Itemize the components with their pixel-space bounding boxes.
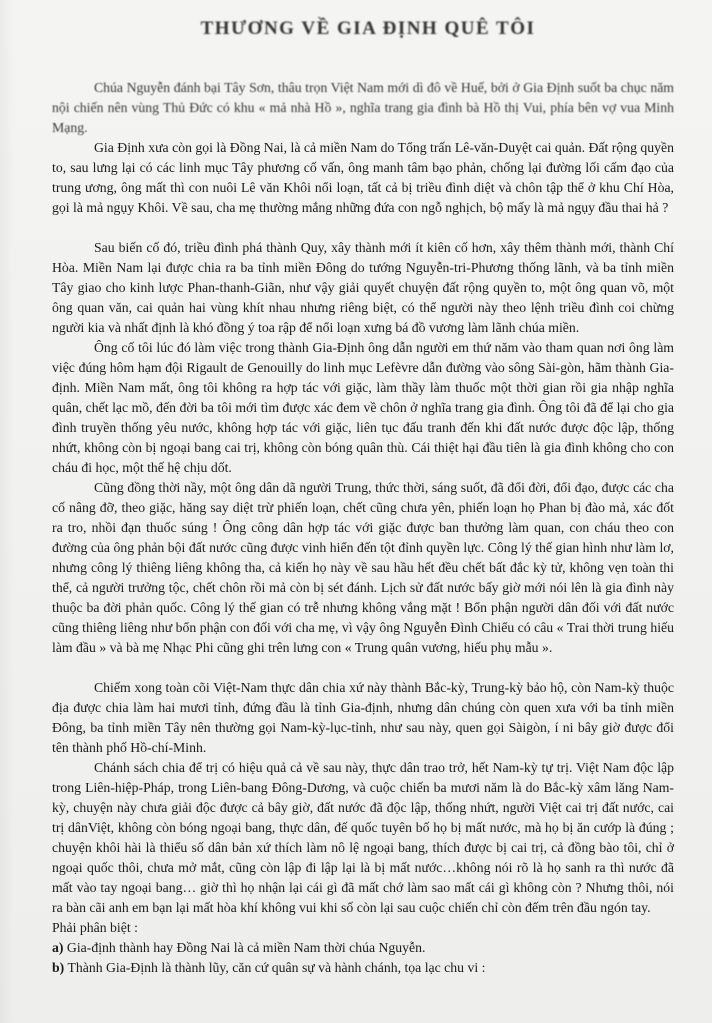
list-text: Thành Gia-Định là thành lũy, căn cứ quân sự và hành chánh, tọa lạc chu vi : <box>67 960 486 975</box>
paragraph-2: Gia Định xưa còn gọi là Đồng Nai, là cả miền Nam do Tổng trấn Lê-văn-Duyệt cai quản. Đất rộng quyền to, sau lưng lại có các linh mục Tây phương cố vấn, ông manh tâm bạo phản, chống lại đường lối cấm đạo của trung ương, ông mất thì con nuôi Lê văn Khôi nổi loạn, tất cả bị triều đình diệt và chôn tập thể ở khu Chí Hòa, gọi là mả ngụy Khôi. Về sau, cha mẹ thường mắng những đứa con ngỗ nghịch, bộ mấy là mả ngụy đầu thai hả ? <box>52 140 674 215</box>
paragraph-gap <box>52 218 674 238</box>
list-label: a) <box>52 940 64 955</box>
paragraph-1: Chúa Nguyễn đánh bại Tây Sơn, thâu trọn Việt Nam mới dì đô về Huế, bởi ở Gia Định suốt ba chục năm nội chiến nên vùng Thủ Đức có khu « mả nhà Hồ », nghĩa trang gia đình bà Hồ thị Vui, phía bên vợ vua Minh Mạng. <box>52 80 674 135</box>
list-label: b) <box>52 960 65 975</box>
paragraph-6: Chiếm xong toàn cõi Việt-Nam thực dân chia xứ này thành Bắc-kỳ, Trung-kỳ bảo hộ, còn Nam-kỳ thuộc địa được chia làm hai mươi tỉnh, đứng đầu là tỉnh Gia-định, nhưng dân chúng còn quen xưa với ba tỉnh miền Đông, ba tỉnh miền Tây nên thường gọi Nam-kỳ-lục-tỉnh, như sau này, quen gọi Sàigòn, í ni bây giờ được đổi tên thành phố Hồ-chí-Minh. <box>52 680 674 755</box>
paragraph-7: Chánh sách chia để trị có hiệu quả cả về sau này, thực dân trao trở, hết Nam-kỳ tự trị. Việt Nam độc lập trong Liên-hiệp-Pháp, trong Liên-bang Đông-Dương, và cuộc chiến ba mươi năm là do Bắc-kỳ xâm lăng Nam-kỳ, chuyện này chưa giải độc được cả bây giờ, đất nước đã độc lập, thống nhứt, người Việt cai trị đất nước, cai trị dânViệt, không còn bóng ngoại bang, thực dân, đế quốc tuyên bố họ bị mất nước, mà họ bị ăn cướp là đúng ; chuyện khôi hài là thiểu số dân bản xứ thích làm nô lệ ngoại bang, thích được bị cai trị, cả đồng bào tôi, chỉ ở ngoại quốc thôi, chưa mở mắt, cũng còn lập đi lập lại là bị mất nước…không nói rõ là họ sanh ra thì nước đã mất vào tay ngoại bang… giờ thì họ nhận lại cái gì đã mất chớ làm sao mất cái gì không còn ? Nhưng thôi, nói ra bàn cãi anh em bạn lại mất hòa khí không vui khi số còn lại sau cuộc chiến chỉ còn đếm trên đầu ngón tay. <box>52 760 674 915</box>
paragraph-4: Ông cố tôi lúc đó làm việc trong thành Gia-Định ông dẫn người em thứ năm vào tham quan nơi ông làm việc đúng hôm hạm đội Rigault de Genouilly do linh mục Lefèvre dẫn đường vào sông Sài-gòn, hãm thành Gia-định. Miền Nam mất, ông tôi không ra hợp tác với giặc, làm thầy làm thuốc một thời gian rồi gia nhập nghĩa quân, chết lạc mồ, đến đời ba tôi mới tìm được xác đem về chôn ở nghĩa trang gia đình. Ông tôi đã để lại cho gia đình truyền thống yêu nước, không hợp tác với giặc, liên tục đấu tranh đến khi đất nước được độc lập, thống nhứt, không còn bị ngoại bang cai trị, không còn bóng quân thù. Cái thiệt hại đầu tiên là gia đình không cho con cháu đi học, một thế hệ chịu dốt. <box>52 340 674 475</box>
paragraph-5: Cũng đồng thời nầy, một ông dân dã người Trung, thức thời, sáng suốt, đã đổi đời, đổi đạo, được các cha cố nâng đỡ, theo giặc, hăng say diệt trừ phiến loạn, chết cũng chưa yên, phiến loạn họ Phan bị đào mả, xác đốt ra tro, nhồi đạn thuốc súng ! Ông công dân hợp tác với giặc được ban thưởng làm quan, con cháu theo con đường của ông phản bội đất nước cũng được vinh hiển đến tột đỉnh quyền lực. Công lý thế gian hình như làm lơ, nhưng công lý thiêng liêng không tha, cả kiến họ này về sau hầu hết đều chết bất đắc kỳ tử, không vẹn toàn thi thể, cả người trưởng tộc, chết chôn rồi mả còn bị sét đánh. Lịch sử đất nước bấy giờ mới nói lên là gia đình này thuộc ba đời phản quốc. Công lý thế gian có trễ nhưng không vắng mặt ! Bổn phận người dân đối với đất nước cũng thiêng liêng như bổn phận con đối với cha mẹ, vì vậy ông Nguyễn Đình Chiểu có câu « Trai thời trung hiếu làm đầu » và bà mẹ Nhạc Phi cũng ghi trên lưng con « Trung quân vương, hiếu phụ mẫu ». <box>52 480 674 655</box>
closing-intro: Phải phân biệt : <box>52 920 138 935</box>
closing-item-b <box>52 958 674 978</box>
paragraph-3: Sau biến cố đó, triều đình phá thành Quy, xây thành mới ít kiên cố hơn, xây thêm thành mới, thành Chí Hòa. Miền Nam lại được chia ra ba tỉnh miền Đông do tướng Nguyễn-tri-Phương thống lãnh, và ba tỉnh miền Tây giao cho kinh lược Phan-thanh-Giãn, như vậy giải quyết chuyện đất rộng quyền to, một ông quan võ, một ông quan văn, cai quản hai vùng khít nhau nhưng riêng biệt, có thể người này theo lệnh triều đình coi chừng người kia và nhất định là khó đồng ý toa rập để nổi loạn xưng bá đồ vương làm lãnh chúa miền. <box>52 240 674 335</box>
closing-item-a <box>52 938 674 958</box>
document-title: THƯƠNG VỀ GIA ĐỊNH QUÊ TÔI <box>200 18 536 39</box>
list-text: Gia-định thành hay Đồng Nai là cả miền Nam thời chúa Nguyễn. <box>66 940 426 955</box>
paragraph-gap <box>52 658 674 678</box>
